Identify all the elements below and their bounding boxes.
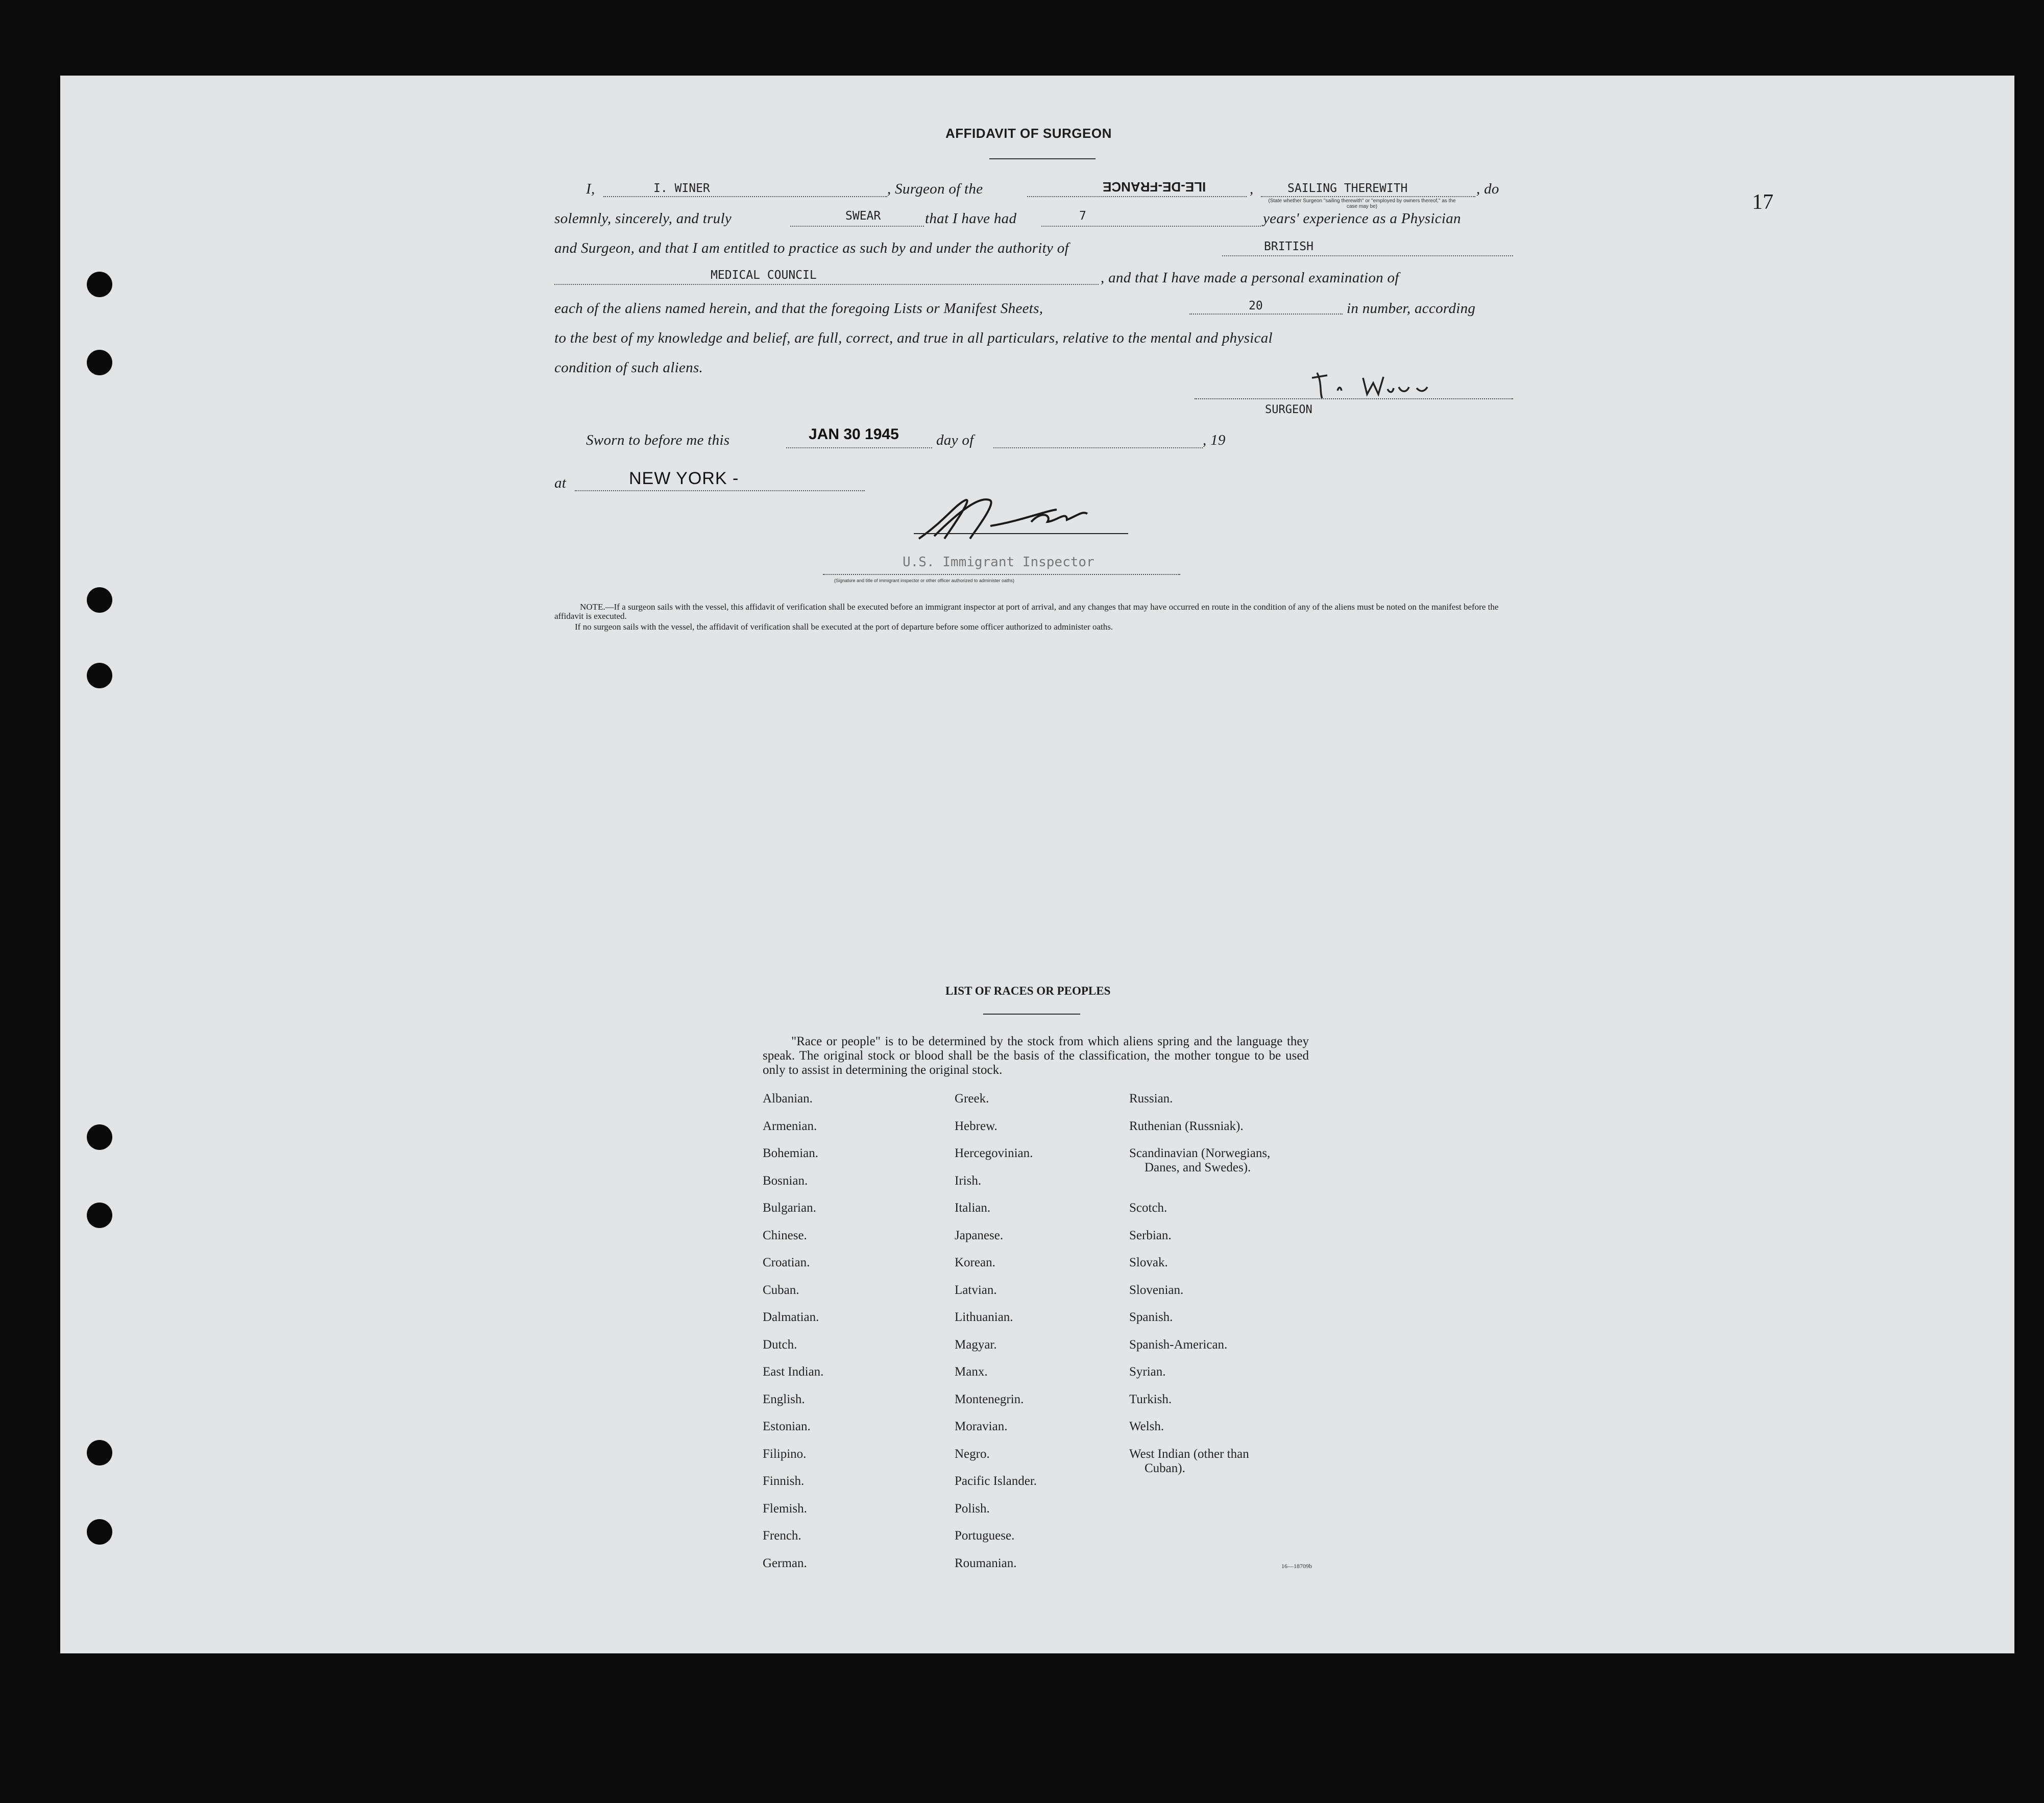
oath-value: SWEAR: [845, 209, 881, 223]
line1-intro: I,: [586, 181, 595, 197]
surgeon-signature: [1307, 363, 1455, 403]
note-paragraph-2: If no surgeon sails with the vessel, the affidavit of verification shall be executed at the port of departure before some officer authorized to administer oaths.: [575, 622, 1113, 632]
list-item: Spanish.: [1129, 1310, 1173, 1324]
authority-value-2: MEDICAL COUNCIL: [711, 269, 817, 282]
punch-hole: [87, 587, 112, 613]
title-underline: [989, 158, 1096, 159]
list-item: English.: [763, 1392, 805, 1406]
list-item: Negro.: [955, 1447, 990, 1461]
authority-value-1: BRITISH: [1264, 240, 1313, 253]
sworn-date-stamp: JAN 30 1945: [809, 426, 899, 443]
list-item: Montenegrin.: [955, 1392, 1024, 1406]
note-paragraph-1: NOTE.—If a surgeon sails with the vessel, this affidavit of verification shall be executed before an immigrant inspector at port of arrival, and any changes that may have occurred en route in the condition of any of the aliens must be noted on the manifest before the affidavit is executed.: [554, 602, 1499, 621]
form-number: 16—18709b: [1281, 1562, 1312, 1570]
sheets-value: 20: [1249, 299, 1263, 312]
line2-experience: years' experience as a Physician: [1263, 210, 1461, 227]
list-item: Slovak.: [1129, 1256, 1168, 1269]
list-item: Slovenian.: [1129, 1283, 1184, 1297]
list-item: Cuban).: [1145, 1461, 1185, 1475]
punch-hole: [87, 272, 112, 297]
sworn-month-field: [993, 447, 1203, 448]
list-item: Greek.: [955, 1092, 989, 1105]
list-item: Manx.: [955, 1365, 988, 1379]
list-item: Italian.: [955, 1201, 991, 1215]
list-item: Armenian.: [763, 1119, 817, 1133]
list-item: Portuguese.: [955, 1529, 1015, 1543]
punch-hole: [87, 1519, 112, 1545]
races-column-3: [1129, 1092, 1270, 1476]
list-item: Chinese.: [763, 1228, 807, 1242]
line4-text: , and that I have made a personal examination of: [1101, 270, 1399, 286]
years-value: 7: [1079, 209, 1086, 223]
list-item: Bohemian.: [763, 1146, 819, 1160]
sailing-status: SAILING THEREWITH: [1287, 182, 1408, 195]
sailing-caption: (State whether Surgeon "sailing therewith" or "employed by owners thereof," as the case may be): [1268, 198, 1456, 209]
list-item: Filipino.: [763, 1447, 807, 1461]
list-item: Croatian.: [763, 1256, 810, 1269]
list-item: Russian.: [1129, 1092, 1173, 1105]
line1-do: , do: [1476, 181, 1499, 197]
line5-text: each of the aliens named herein, and that the foregoing Lists or Manifest Sheets,: [554, 300, 1043, 317]
list-item: Scotch.: [1129, 1201, 1167, 1215]
page-number: 17: [1752, 190, 1773, 214]
page-title: AFFIDAVIT OF SURGEON: [945, 126, 1112, 141]
at-label: at: [554, 475, 567, 491]
races-column-1: [763, 1092, 823, 1583]
list-item: Ruthenian (Russniak).: [1129, 1119, 1244, 1133]
inspector-title: U.S. Immigrant Inspector: [903, 555, 1094, 570]
list-item: Scandinavian (Norwegians,: [1129, 1146, 1271, 1160]
races-intro: "Race or people" is to be determined by the stock from which aliens spring and the language they speak. The original stock or blood shall be the basis of the classification, the mother tongue to be used only to assist in determining the original stock.: [763, 1035, 1309, 1077]
list-item: West Indian (other than: [1129, 1447, 1249, 1461]
list-item: Korean.: [955, 1256, 995, 1269]
authority-field-1: [1222, 255, 1513, 256]
list-item: Estonian.: [763, 1420, 811, 1433]
oath-field: [790, 226, 924, 227]
line5-number: in number, according: [1347, 300, 1476, 317]
list-item: French.: [763, 1529, 801, 1543]
list-item: Latvian.: [955, 1283, 997, 1297]
list-item: Finnish.: [763, 1474, 805, 1488]
sworn-text: Sworn to before me this: [586, 432, 730, 448]
list-item: Flemish.: [763, 1501, 807, 1516]
punch-hole: [87, 350, 112, 375]
races-column-2: [955, 1092, 1037, 1583]
line2-intro: solemnly, sincerely, and truly: [554, 210, 732, 227]
line1-surgeon-of: , Surgeon of the: [887, 181, 983, 197]
list-item: Magyar.: [955, 1337, 997, 1352]
list-item: Dutch.: [763, 1337, 797, 1352]
surgeon-name-field: [603, 196, 887, 197]
sworn-year: , 19: [1203, 432, 1226, 448]
list-item: Lithuanian.: [955, 1310, 1013, 1324]
years-field: [1041, 226, 1261, 227]
list-item: Cuban.: [763, 1283, 799, 1297]
sworn-day-of: day of: [936, 432, 974, 448]
races-title-underline: [983, 1014, 1080, 1015]
surgeon-name: I. WINER: [653, 182, 710, 195]
punch-hole: [87, 1440, 112, 1465]
list-item: Hercegovinian.: [955, 1146, 1033, 1160]
list-item: Syrian.: [1129, 1365, 1166, 1379]
sheets-field: [1189, 314, 1343, 315]
punch-hole: [87, 1203, 112, 1228]
place-stamp: NEW YORK -: [629, 469, 739, 488]
list-item: Roumanian.: [955, 1556, 1017, 1570]
inspector-signature: [914, 490, 1149, 546]
inspector-caption: (Signature and title of immigrant inspector or other officer authorized to administer oaths): [834, 578, 1015, 583]
sailing-field: [1261, 196, 1475, 197]
place-field: [575, 490, 865, 491]
surgeon-label: SURGEON: [1265, 403, 1312, 416]
list-item: Welsh.: [1129, 1420, 1164, 1433]
list-item: Danes, and Swedes).: [1145, 1161, 1251, 1174]
punch-hole: [87, 663, 112, 688]
list-item: East Indian.: [763, 1365, 824, 1379]
list-item: Serbian.: [1129, 1228, 1172, 1242]
inspector-line: [823, 574, 1180, 575]
line6-text: to the best of my knowledge and belief, are full, correct, and true in all particulars, relative to the mental and physical: [554, 330, 1273, 346]
line7-text: condition of such aliens.: [554, 359, 703, 376]
vessel-name: ILE-DE-FRANCE: [1103, 179, 1206, 195]
list-item: Irish.: [955, 1173, 982, 1188]
vessel-field: [1027, 196, 1247, 197]
list-item: Polish.: [955, 1501, 990, 1516]
list-item: Turkish.: [1129, 1392, 1172, 1406]
list-item: German.: [763, 1556, 807, 1570]
list-item: Pacific Islander.: [955, 1474, 1037, 1488]
surgeon-signature-line: [1195, 398, 1513, 399]
punch-hole: [87, 1124, 112, 1150]
list-item: Albanian.: [763, 1092, 813, 1105]
list-item: Bulgarian.: [763, 1201, 816, 1215]
line2-years-had: that I have had: [925, 210, 1017, 227]
line1-comma: ,: [1250, 181, 1254, 197]
races-title: LIST OF RACES OR PEOPLES: [945, 984, 1111, 997]
line3-text: and Surgeon, and that I am entitled to practice as such by and under the authority of: [554, 240, 1069, 256]
authority-field-2: [554, 284, 1099, 285]
sworn-date-field: [786, 447, 932, 448]
list-item: Bosnian.: [763, 1173, 808, 1188]
list-item: Spanish-American.: [1129, 1337, 1228, 1352]
list-item: Hebrew.: [955, 1119, 997, 1133]
list-item: Dalmatian.: [763, 1310, 819, 1324]
list-item: Moravian.: [955, 1420, 1008, 1433]
list-item: Japanese.: [955, 1228, 1004, 1242]
